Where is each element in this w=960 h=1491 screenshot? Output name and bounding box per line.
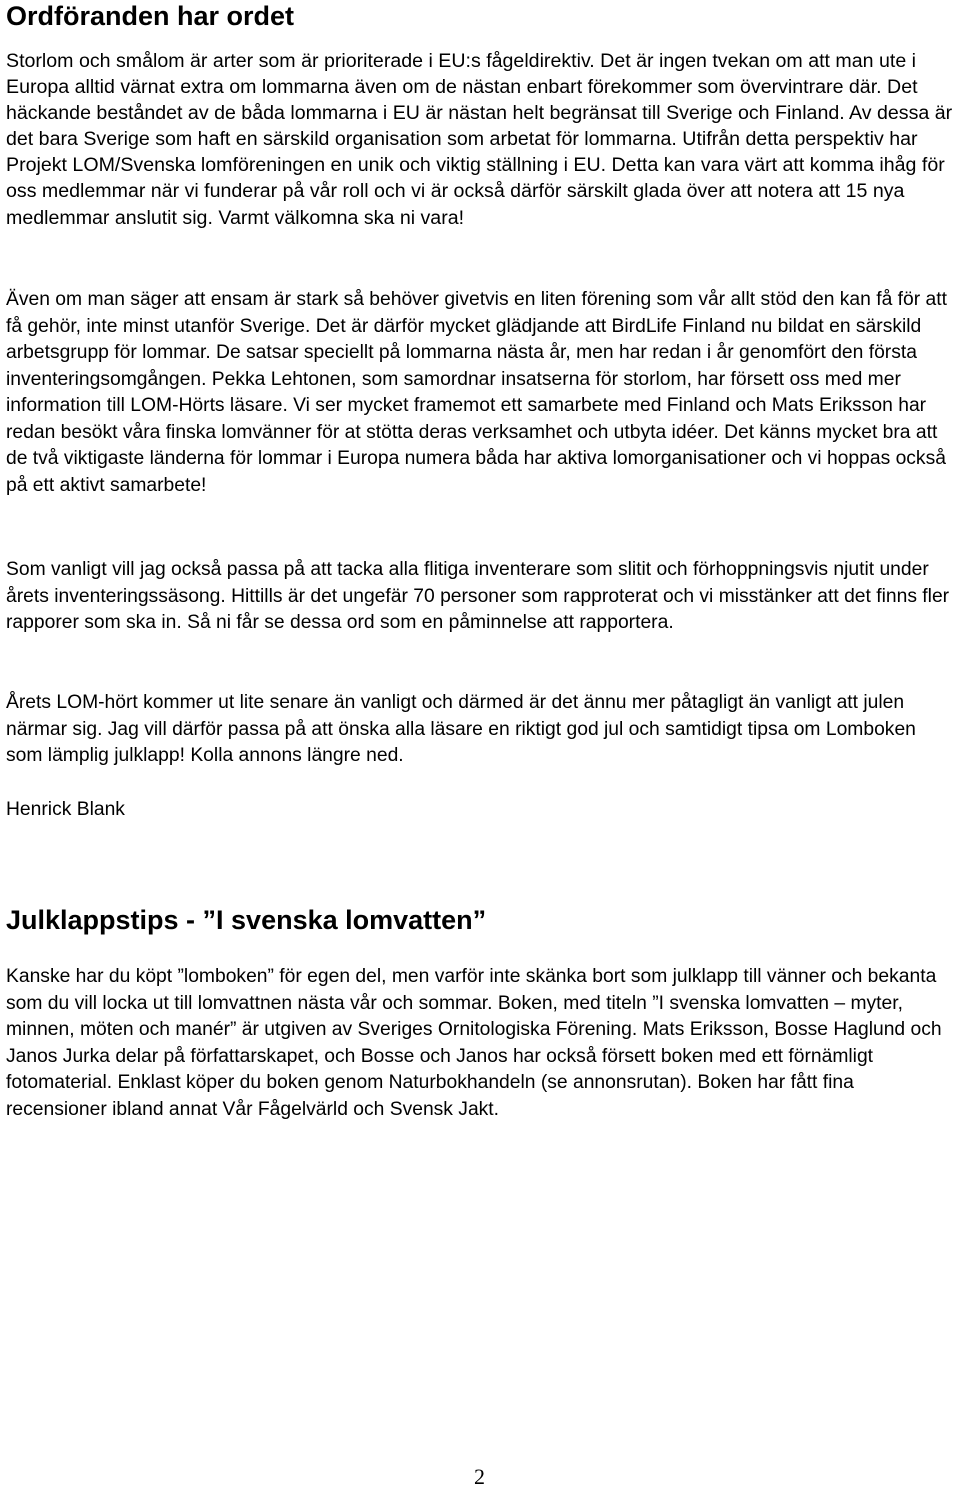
section-title-gift-tip: Julklappstips - ”I svenska lomvatten” (6, 905, 487, 935)
paragraph-book: Kanske har du köpt ”lomboken” för egen del, men varför inte skänka bort som julklapp till vänner och bekanta som du vill locka ut till lomvattnen nästa vår och sommar. Boken, med titeln ”I svenska lomvatten – myter, minnen, möten och manér” är utgiven av Sveriges Ornitologiska Förening. Mats Eriksson, Bosse Haglund och Janos Jurka delar på författarskapet, och Bosse och Janos har också försett boken med ett förnämligt fotomaterial. Enklast köper du boken genom Naturbokhandeln (se annonsrutan). Boken har fått fina recensioner ibland annat Vår Fågelvärld och Svensk Jakt. (6, 966, 942, 1120)
paragraph-christmas: Årets LOM-hört kommer ut lite senare än vanligt och därmed är det ännu mer påtagligt än vanligt att julen närmar sig. Jag vill därför passa på att önska alla läsare en riktigt god jul och samtidigt tipsa om Lomboken som lämplig julklapp! Kolla annons längre ned. (6, 692, 916, 766)
paragraph-finland: Även om man säger att ensam är stark så behöver givetvis en liten förening som vår allt stöd den kan få för att få gehör, inte minst utanför Sverige. Det är därför mycket glädjande att BirdLife Finland nu bildat en särskild arbetsgrupp för lommar. De satsar speciellt på lommarna nästa år, men har redan i år genomfört den första inventeringsomgången. Pekka Lehtonen, som samordnar insatserna för storlom, har försett oss med mer information till LOM-Hörts läsare. Vi ser mycket framemot ett samarbete med Finland och Mats Eriksson har redan besökt våra finska lomvänner för at stötta deras verksamhet och utbyta idéer. Det känns mycket bra att de två viktigaste länderna för lommar i Europa numera båda har aktiva lomorganisationer och vi hoppas också på ett aktivt samarbete! (6, 289, 947, 496)
section-title-chairman: Ordföranden har ordet (6, 1, 295, 31)
signature: Henrick Blank (6, 799, 125, 820)
page-number: 2 (474, 1464, 485, 1489)
paragraph-thanks: Som vanligt vill jag också passa på att tacka alla flitiga inventerare som slitit och förhoppningsvis njutit under årets inventeringssäsong. Hittills är det ungefär 70 personer som rapproterat och vi misstänker att det finns fler rapporer som ska in. Så ni får se dessa ord som en påminnelse att rapportera. (6, 559, 950, 633)
paragraph-intro: Storlom och smålom är arter som är prioriterade i EU:s fågeldirektiv. Det är ingen tvekan om att man ute i Europa alltid värnat extra om lommarna även om de nästan enbart förekommer som övervintrare där. Det häckande beståndet av de båda lommarna i EU är nästan helt begränsat till Sverige och Finland. Av dessa är det bara Sverige som haft en särskild organisation som arbetat för lommarna. Utifrån detta perspektiv har Projekt LOM/Svenska lomföreningen en unik och viktig ställning i EU. Detta kan vara värt att komma ihåg för oss medlemmar när vi funderar på vår roll och vi är också därför särskilt glada över att notera att 15 nya medlemmar anslutit sig. Varmt välkomna ska ni vara! (6, 50, 953, 229)
